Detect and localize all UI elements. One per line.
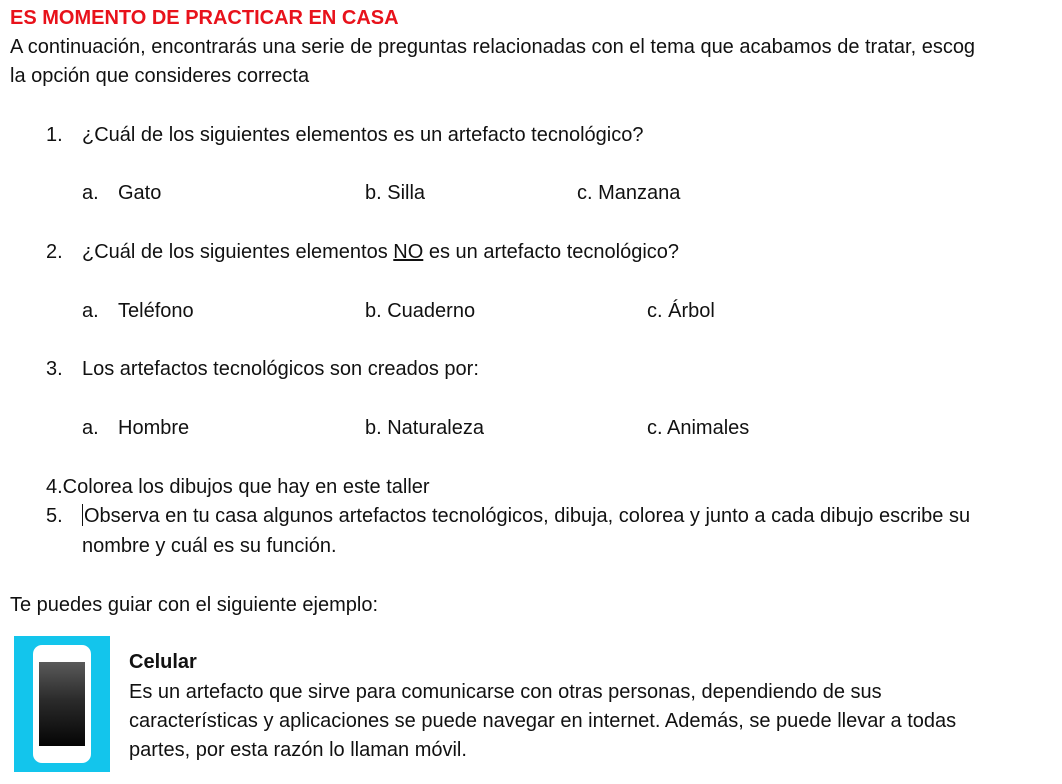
phone-screen [39,662,85,746]
question-3-option-c: c. Animales [647,417,750,439]
page-title: ES MOMENTO DE PRACTICAR EN CASA [10,7,399,29]
question-1-number: 1. [46,124,63,146]
question-3-option-b: b. Naturaleza [365,417,484,439]
question-3-option-a: Hombre [118,417,190,439]
guide-text: Te puedes guiar con el siguiente ejemplo: [10,594,379,616]
text-cursor [82,504,83,526]
question-2-text-end: es un artefacto tecnológico? [423,241,680,263]
example-description-line-3: partes, por esta razón lo llaman móvil. [129,739,467,761]
question-2-number: 2. [46,241,63,263]
question-2-option-a-letter: a. [82,300,99,322]
item-4-text: 4.Colorea los dibujos que hay en este taller [46,476,430,498]
question-2-option-a: Teléfono [118,300,194,322]
question-3-option-a-letter: a. [82,417,99,439]
intro-text-line-1: A continuación, encontrarás una serie de preguntas relacionadas con el tema que acabamos de tratar, escog [10,36,976,58]
item-5-line-1[interactable] [82,504,970,528]
question-3-number: 3. [46,358,63,380]
example-description-line-1: Es un artefacto que sirve para comunicarse con otras personas, dependiendo de sus [129,681,882,703]
mobile-phone-icon [14,636,110,772]
example-title: Celular [129,651,197,673]
question-1-option-c: c. Manzana [577,182,681,204]
item-5-line-2: nombre y cuál es su función. [82,535,337,557]
question-1-text: ¿Cuál de los siguientes elementos es un artefacto tecnológico? [82,124,644,146]
question-1-option-b: b. Silla [365,182,426,204]
item-5-number: 5. [46,505,63,527]
question-2-option-b: b. Cuaderno [365,300,476,322]
example-description-line-2: características y aplicaciones se puede navegar en internet. Además, se puede llevar a todas [129,710,957,732]
question-1-option-a-letter: a. [82,182,99,204]
question-2-underlined-no: NO [393,241,424,263]
question-2-text-start: ¿Cuál de los siguientes elementos [82,241,394,263]
intro-text-line-2: la opción que consideres correcta [10,65,310,87]
question-1-option-a: Gato [118,182,162,204]
question-3-text: Los artefactos tecnológicos son creados por: [82,358,479,380]
question-2-option-c: c. Árbol [647,300,715,322]
question-2-text [82,240,679,264]
item-5-line-1-text: Observa en tu casa algunos artefactos tecnológicos, dibuja, colorea y junto a cada dibujo escribe su [84,505,971,527]
phone-body [33,645,91,763]
